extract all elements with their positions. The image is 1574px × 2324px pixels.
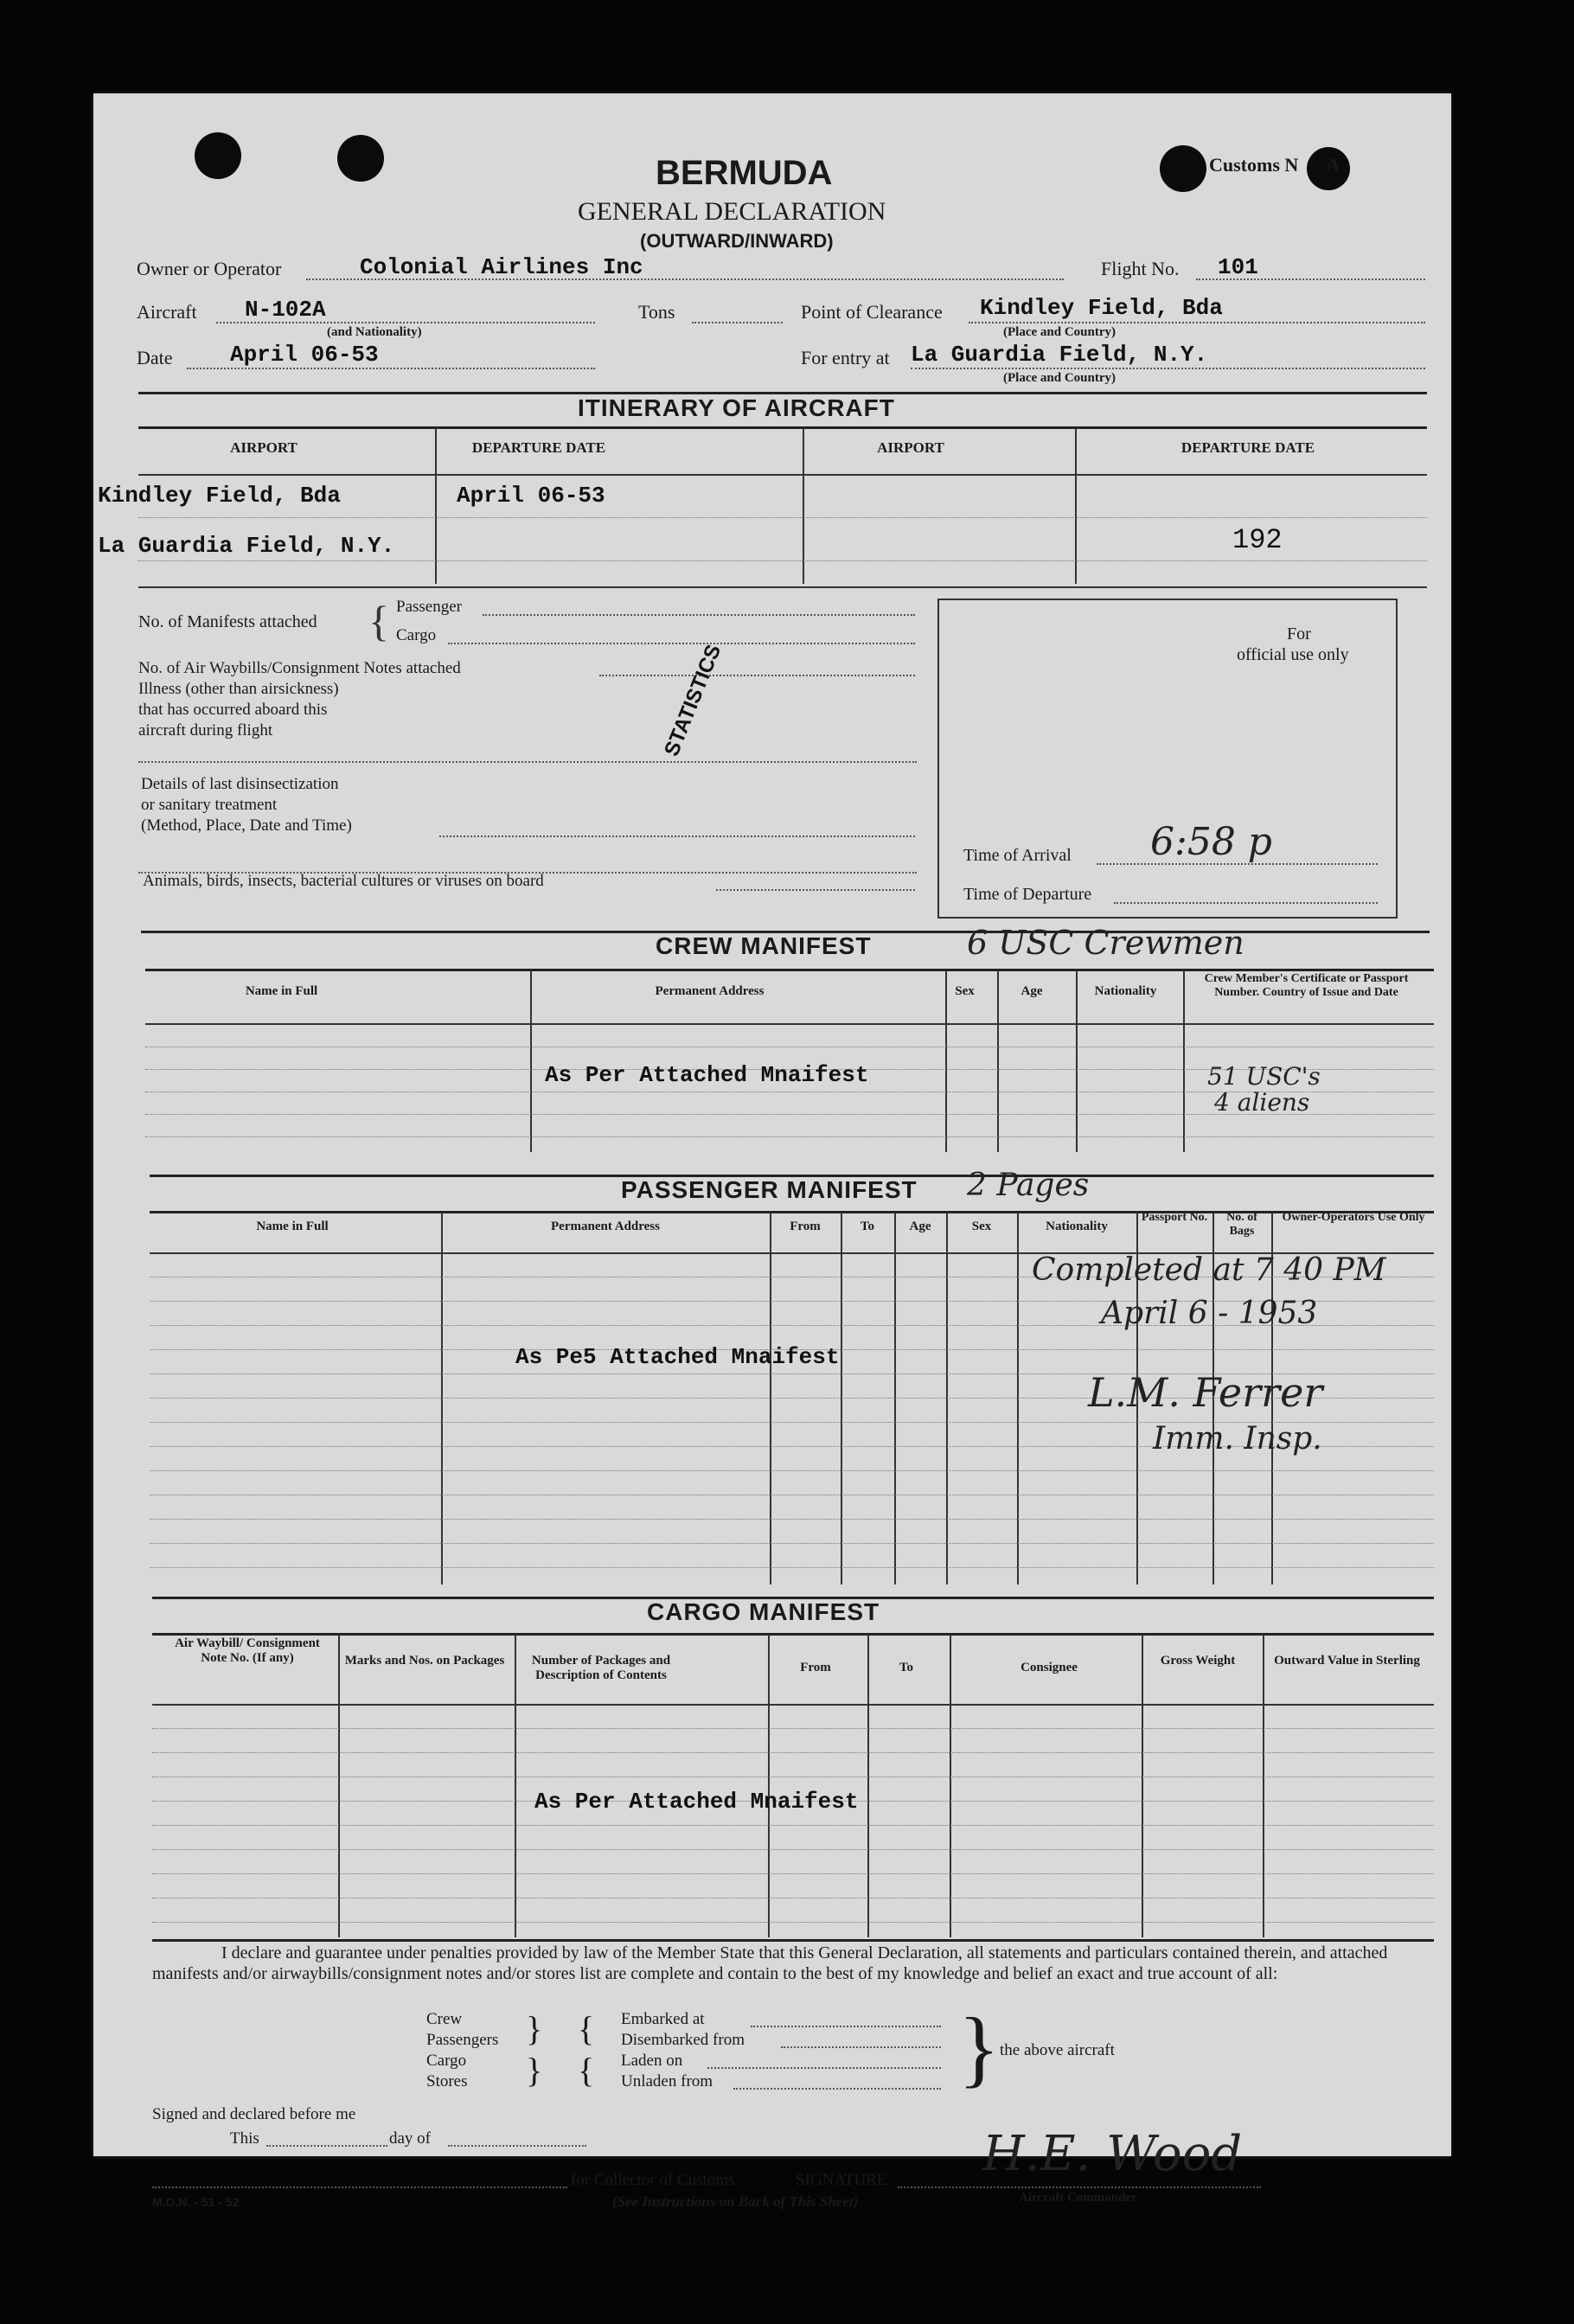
itinerary-header-date-2: DEPARTURE DATE [1180, 439, 1315, 456]
decl-instructions: (See Instructions on Back of This Sheet) [612, 2193, 859, 2210]
decl-passengers: Passengers [426, 2031, 499, 2049]
crew-header-certificate: Crew Member's Certificate or Passport Number. Country of Issue and Date [1204, 972, 1409, 1000]
crew-title: CREW MANIFEST [656, 932, 872, 959]
decl-commander: Aircraft Commander [1019, 2191, 1137, 2205]
decl-laden: Laden on [621, 2052, 683, 2070]
decl-day-of: day of [389, 2129, 432, 2148]
passenger-header-passport: Passport No. [1141, 1211, 1208, 1224]
aircraft-value: N-102A [245, 297, 326, 323]
passenger-header-sex: Sex [971, 1220, 992, 1233]
decl-cargo: Cargo [426, 2052, 467, 2070]
passenger-header-age: Age [909, 1220, 931, 1233]
cargo-header-marks: Marks and Nos. on Packages [344, 1654, 505, 1668]
aircraft-sublabel: (and Nationality) [327, 325, 422, 339]
itinerary-row2-number: 192 [1232, 524, 1283, 556]
official-use-label-1: For [1287, 624, 1311, 643]
decl-embarked: Embarked at [621, 2010, 705, 2028]
decl-stores: Stores [426, 2072, 468, 2090]
date-value: April 06-53 [230, 342, 379, 368]
form-number: M.O.N. - 51 - 52 [152, 2195, 240, 2209]
passenger-header-from: From [790, 1220, 821, 1233]
passenger-header-to: To [860, 1220, 875, 1233]
decl-collector: for Collector of Customs [571, 2171, 735, 2189]
cargo-header-to: To [899, 1661, 914, 1674]
decl-crew: Crew [426, 2010, 463, 2028]
declaration-text: I declare and guarantee under penalties provided by law of the Member State that this General Declaration, all statements and particulars contained therein, and attached manifests and/or airwaybills/consignment notes and/or stores list are complete and contain to the best of my knowledge and belief an exact and true account of all: [152, 1943, 1388, 1983]
cargo-body: As Per Attached Mnaifest [534, 1789, 859, 1815]
itinerary-row1-airport: Kindley Field, Bda [98, 483, 341, 509]
decl-signature-label: SIGNATURE [796, 2171, 887, 2189]
departure-label: Time of Departure [963, 885, 1092, 904]
manifests-passenger-label: Passenger [396, 598, 462, 616]
passenger-header-nationality: Nationality [1046, 1220, 1108, 1233]
owner-value: Colonial Airlines Inc [360, 254, 643, 280]
disinsect-label-1: Details of last disinsectization [141, 775, 339, 793]
crew-note-2: 4 aliens [1214, 1088, 1310, 1117]
customs-label-text: Customs N [1209, 154, 1299, 176]
crew-header-age: Age [1021, 984, 1043, 998]
animals-label: Animals, birds, insects, bacterial cultures or viruses on board [143, 872, 544, 890]
commander-signature: H.E. Wood [982, 2126, 1243, 2182]
customs-label [1209, 154, 1340, 176]
disinsect-label-2: or sanitary treatment [141, 796, 278, 814]
flight-value: 101 [1218, 254, 1258, 280]
passenger-note-3: L.M. Ferrer [1088, 1369, 1323, 1416]
punch-hole [195, 132, 241, 179]
declaration-page: BERMUDA GENERAL DECLARATION (OUTWARD/INWARD) Customs N A Owner or Operator Colonial Airlines Inc Flight No. 101 Aircraft N-102A (and Nationality) Tons Point of Clearance Kindley Field, Bda (Place and Country) Date April 06-53 For entry at La Guardia Field, N.Y. (Place and Country) ITINERARY OF AIRCRAFT AIRPORT DEPARTURE DATE AIRPORT DEPARTURE DATE Kindley Field, Bda April 06-53 La Guardia Field, N.Y. 192 No. of Manifests attached { Passenger Cargo No. of Air Waybills/Consignment Notes attached Illness (other than airsickness) that has occurred aboard this aircraft during flight Details of last disinsectization or sanitary treatment (Method, Place, Date and Time) Animals, birds, insects, bacterial cultures or viruses on board STATISTICS For official use only Time of Arrival 6:58 p Time of Departure CREW MANIFEST 6 USC Crewmen Name in Full Permanent Address Sex Age Nationality Crew Member's Certificate or Passport Number. Country of Issue and Date As Per Attached Mnaifest 51 USC's 4 aliens PASSENGER MANIFEST 2 Pages Name in Full Permanent Address From To Age Sex Nationality Passport No. No. of Bags Owner-Operators Use Only As Pe5 Attached Mnaifest Completed at 7 40 PM April 6 - 1953 L.M. Ferrer Imm. Insp. CARGO MANIFEST Air Waybill/ Consignment Note No. (If any) Marks and Nos. on Packages Number of Packages and Description of Contents From To Consignee Gross Weight Outward Value in Sterling As Per Attached Mnaifest I declare and guarantee under penalties provided by law of the Member State that this General Declaration, all statements and particulars contained therein, and attached manifests and/or airwaybills/consignment notes and/or stores list are complete and contain to the best of my knowledge and belief an exact and true account of all: Crew Passengers Cargo Stores } } { { Embarked at Disembarked from Laden on Unladen from } the above aircraft Signed and declared before me This day of for Collector of Customs SIGNATURE H.E. Wood Aircraft Commander (See Instructions on Back of This Sheet) M.O.N. - 51 - 52 [93, 93, 1451, 2156]
entry-sublabel: (Place and Country) [1003, 371, 1116, 385]
itinerary-header-airport-2: AIRPORT [877, 439, 944, 456]
decl-above: the above aircraft [1000, 2041, 1115, 2059]
aircraft-label: Aircraft [137, 301, 197, 323]
clearance-label: Point of Clearance [801, 301, 943, 323]
manifests-cargo-label: Cargo [396, 626, 437, 644]
itinerary-header-date-1: DEPARTURE DATE [471, 439, 606, 456]
illness-label-2: that has occurred aboard this [138, 701, 328, 719]
cargo-header-consignee: Consignee [1021, 1661, 1078, 1674]
crew-header-sex: Sex [955, 984, 975, 998]
itinerary-row2-airport: La Guardia Field, N.Y. [98, 533, 395, 559]
decl-signed: Signed and declared before me [152, 2105, 356, 2123]
customs-label-suffix: A [1326, 154, 1340, 176]
decl-this: This [230, 2129, 259, 2148]
entry-label: For entry at [801, 347, 890, 368]
crew-annotation: 6 USC Crewmen [967, 924, 1244, 962]
page-subtitle: GENERAL DECLARATION [578, 197, 886, 226]
itinerary-title: ITINERARY OF AIRCRAFT [578, 394, 895, 421]
crew-note-1: 51 USC's [1207, 1062, 1321, 1091]
arrival-value: 6:58 p [1150, 820, 1272, 864]
direction-label: (OUTWARD/INWARD) [640, 230, 834, 252]
page-title: BERMUDA [656, 154, 833, 192]
passenger-title: PASSENGER MANIFEST [621, 1176, 918, 1203]
punch-hole [1160, 145, 1206, 192]
itinerary-header-airport-1: AIRPORT [230, 439, 298, 456]
decl-disembarked: Disembarked from [621, 2031, 745, 2049]
punch-hole [337, 135, 384, 182]
cargo-header-packages: Number of Packages and Description of Contents [531, 1654, 671, 1683]
cargo-header-weight: Gross Weight [1160, 1654, 1236, 1668]
illness-label-1: Illness (other than airsickness) [138, 680, 339, 698]
tons-label: Tons [638, 301, 675, 323]
passenger-body: As Pe5 Attached Mnaifest [515, 1344, 840, 1370]
manifests-label: No. of Manifests attached [138, 612, 317, 631]
crew-header-name: Name in Full [245, 984, 318, 998]
passenger-note-1: Completed at 7 40 PM [1032, 1252, 1386, 1288]
owner-label: Owner or Operator [137, 258, 282, 279]
illness-label-3: aircraft during flight [138, 721, 273, 739]
passenger-header-owner: Owner-Operators Use Only [1282, 1211, 1425, 1224]
date-label: Date [137, 347, 173, 368]
waybills-label: No. of Air Waybills/Consignment Notes attached [138, 659, 461, 677]
passenger-header-bags: No. of Bags [1226, 1211, 1257, 1239]
clearance-value: Kindley Field, Bda [980, 295, 1223, 321]
passenger-header-name: Name in Full [256, 1220, 329, 1233]
official-use-label-2: official use only [1237, 645, 1349, 664]
crew-header-nationality: Nationality [1094, 984, 1157, 998]
decl-unladen: Unladen from [621, 2072, 713, 2090]
cargo-header-value: Outward Value in Sterling [1274, 1654, 1420, 1668]
cargo-header-from: From [800, 1661, 831, 1674]
passenger-note-4: Imm. Insp. [1153, 1421, 1322, 1457]
flight-label: Flight No. [1101, 258, 1180, 279]
entry-value: La Guardia Field, N.Y. [911, 342, 1208, 368]
disinsect-label-3: (Method, Place, Date and Time) [141, 816, 352, 835]
itinerary-row1-date: April 06-53 [457, 483, 605, 509]
crew-body: As Per Attached Mnaifest [545, 1062, 869, 1088]
passenger-header-address: Permanent Address [551, 1220, 660, 1233]
cargo-header-waybill: Air Waybill/ Consignment Note No. (If any) [175, 1636, 320, 1666]
arrival-label: Time of Arrival [963, 846, 1072, 865]
passenger-annotation: 2 Pages [967, 1168, 1090, 1203]
clearance-sublabel: (Place and Country) [1003, 325, 1116, 339]
passenger-note-2: April 6 - 1953 [1101, 1296, 1318, 1331]
statistics-stamp: STATISTICS [660, 641, 726, 760]
cargo-title: CARGO MANIFEST [647, 1598, 880, 1625]
crew-header-address: Permanent Address [655, 984, 765, 998]
